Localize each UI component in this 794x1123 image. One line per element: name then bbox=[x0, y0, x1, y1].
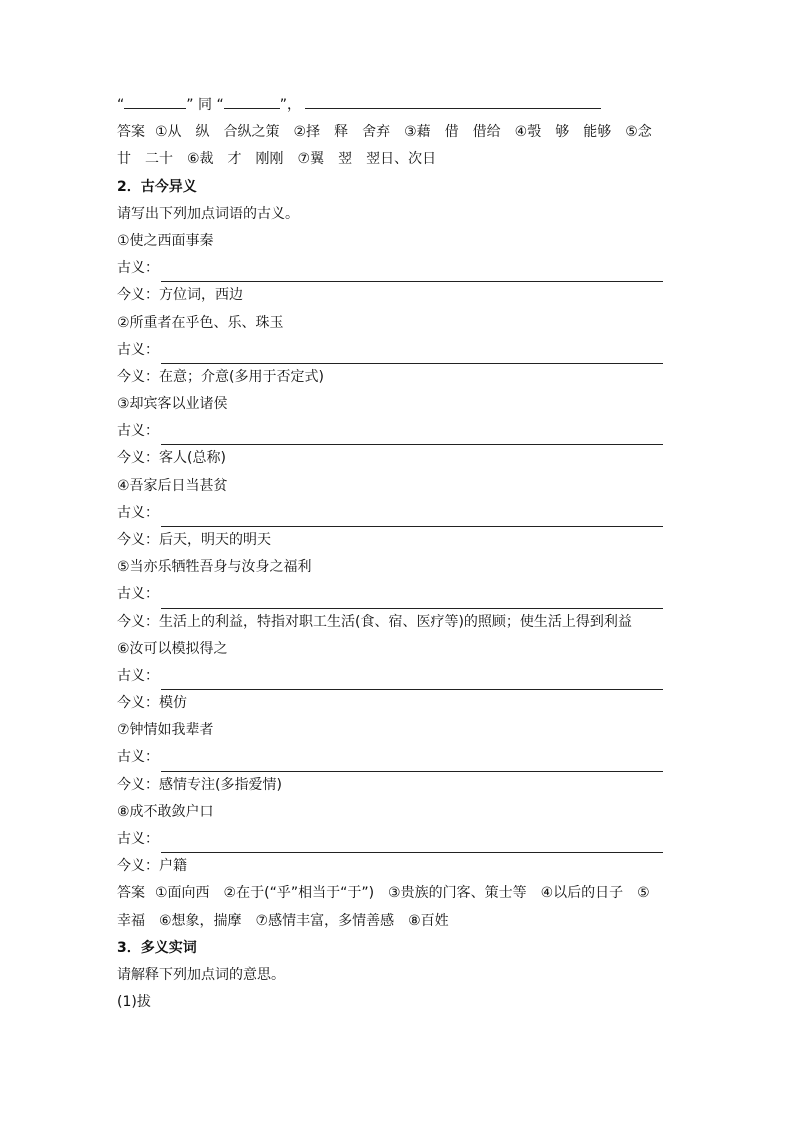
ancient-meaning-field bbox=[117, 663, 677, 690]
answer-underline[interactable] bbox=[161, 589, 663, 609]
quote-mark: ” bbox=[279, 97, 287, 113]
answer-underline[interactable] bbox=[161, 752, 663, 772]
question-sentence: ⑥汝可以模拟得之 bbox=[117, 640, 228, 657]
question-sentence: ②所重者在乎色、乐、珠玉 bbox=[117, 314, 284, 331]
ancient-meaning-field bbox=[117, 337, 677, 364]
ancient-label: 古义： bbox=[117, 586, 159, 603]
ancient-label: 古义： bbox=[117, 667, 159, 684]
answer-underline[interactable] bbox=[161, 670, 663, 690]
ancient-label: 古义： bbox=[117, 341, 159, 358]
ancient-meaning-field bbox=[117, 255, 677, 282]
answer-underline[interactable] bbox=[161, 507, 663, 527]
modern-meaning: 今义：在意；介意(多用于否定式) bbox=[117, 368, 324, 385]
section-heading: 2．古今异义 bbox=[117, 178, 197, 195]
answer-block-1-line-1 bbox=[117, 119, 677, 146]
answer-underline[interactable] bbox=[161, 425, 663, 445]
question-sentence: ④吾家后日当甚贫 bbox=[117, 477, 228, 494]
ancient-label: 古义： bbox=[117, 749, 159, 766]
answer-block-2-line-1 bbox=[117, 880, 677, 907]
question-sentence: ⑦钟情如我辈者 bbox=[117, 722, 214, 739]
modern-meaning: 今义：方位词，西边 bbox=[117, 287, 243, 304]
answer-block-2-line-2 bbox=[117, 908, 677, 935]
quote-mark: ” bbox=[186, 97, 194, 113]
ancient-label: 古义： bbox=[117, 260, 159, 277]
ancient-label: 古义： bbox=[117, 423, 159, 440]
answer-underline[interactable] bbox=[161, 833, 663, 853]
question-sentence: ①使之西面事秦 bbox=[117, 232, 214, 249]
answer-text: ①从 纵 合纵之策 ②择 释 舍弃 ③藉 借 借给 ④彀 够 能够 ⑤念 bbox=[155, 124, 652, 141]
question-item: (1)拔 bbox=[117, 994, 151, 1011]
ancient-meaning-field bbox=[117, 500, 677, 527]
answer-block-1-line-2 bbox=[117, 146, 677, 173]
question-sentence: ⑤当亦乐牺牲吾身与汝身之福利 bbox=[117, 559, 312, 576]
same-text: 同 bbox=[197, 97, 212, 113]
quote-mark: “ bbox=[216, 97, 224, 113]
modern-meaning: 今义：客人(总称) bbox=[117, 450, 226, 467]
answer-text: 廿 二十 ⑥裁 才 刚刚 ⑦翼 翌 翌日、次日 bbox=[117, 151, 437, 168]
document-page bbox=[117, 92, 677, 1016]
section-heading: 3．多义实词 bbox=[117, 939, 197, 956]
comma-text: ， bbox=[286, 97, 301, 113]
modern-meaning: 今义：生活上的利益，特指对职工生活(食、宿、医疗等)的照顾；使生活上得到利益 bbox=[117, 613, 632, 630]
modern-meaning: 今义：户籍 bbox=[117, 858, 187, 875]
ancient-label: 古义： bbox=[117, 831, 159, 848]
ancient-meaning-field bbox=[117, 581, 677, 608]
ancient-meaning-field bbox=[117, 826, 677, 853]
section-instruction: 请写出下列加点词语的古义。 bbox=[117, 205, 299, 222]
fill-blank[interactable] bbox=[124, 92, 186, 109]
section-instruction: 请解释下列加点词的意思。 bbox=[117, 967, 285, 983]
modern-meaning: 今义：感情专注(多指爱情) bbox=[117, 776, 282, 793]
answer-underline[interactable] bbox=[161, 262, 663, 282]
question-sentence: ③却宾客以业诸侯 bbox=[117, 396, 228, 413]
answer-text: ①面向西 ②在于(“乎”相当于“于”) ③贵族的门客、策士等 ④以后的日子 ⑤ bbox=[155, 885, 650, 902]
ancient-meaning-field bbox=[117, 745, 677, 772]
question-sentence: ⑧成不敢敛户口 bbox=[117, 803, 214, 820]
ancient-label: 古义： bbox=[117, 504, 159, 521]
answer-text: 幸福 ⑥想象，揣摩 ⑦感情丰富，多情善感 ⑧百姓 bbox=[117, 912, 449, 929]
ancient-meaning-field bbox=[117, 418, 677, 445]
answer-label: 答案 bbox=[117, 885, 145, 902]
quote-mark: “ bbox=[117, 97, 125, 113]
modern-meaning: 今义：模仿 bbox=[117, 695, 187, 712]
answer-underline[interactable] bbox=[161, 344, 663, 364]
fill-blank[interactable] bbox=[305, 92, 601, 109]
fill-blank[interactable] bbox=[224, 92, 280, 109]
modern-meaning: 今义：后天，明天的明天 bbox=[117, 532, 271, 548]
tongjia-fill-line bbox=[117, 92, 677, 119]
answer-label: 答案 bbox=[117, 124, 145, 141]
